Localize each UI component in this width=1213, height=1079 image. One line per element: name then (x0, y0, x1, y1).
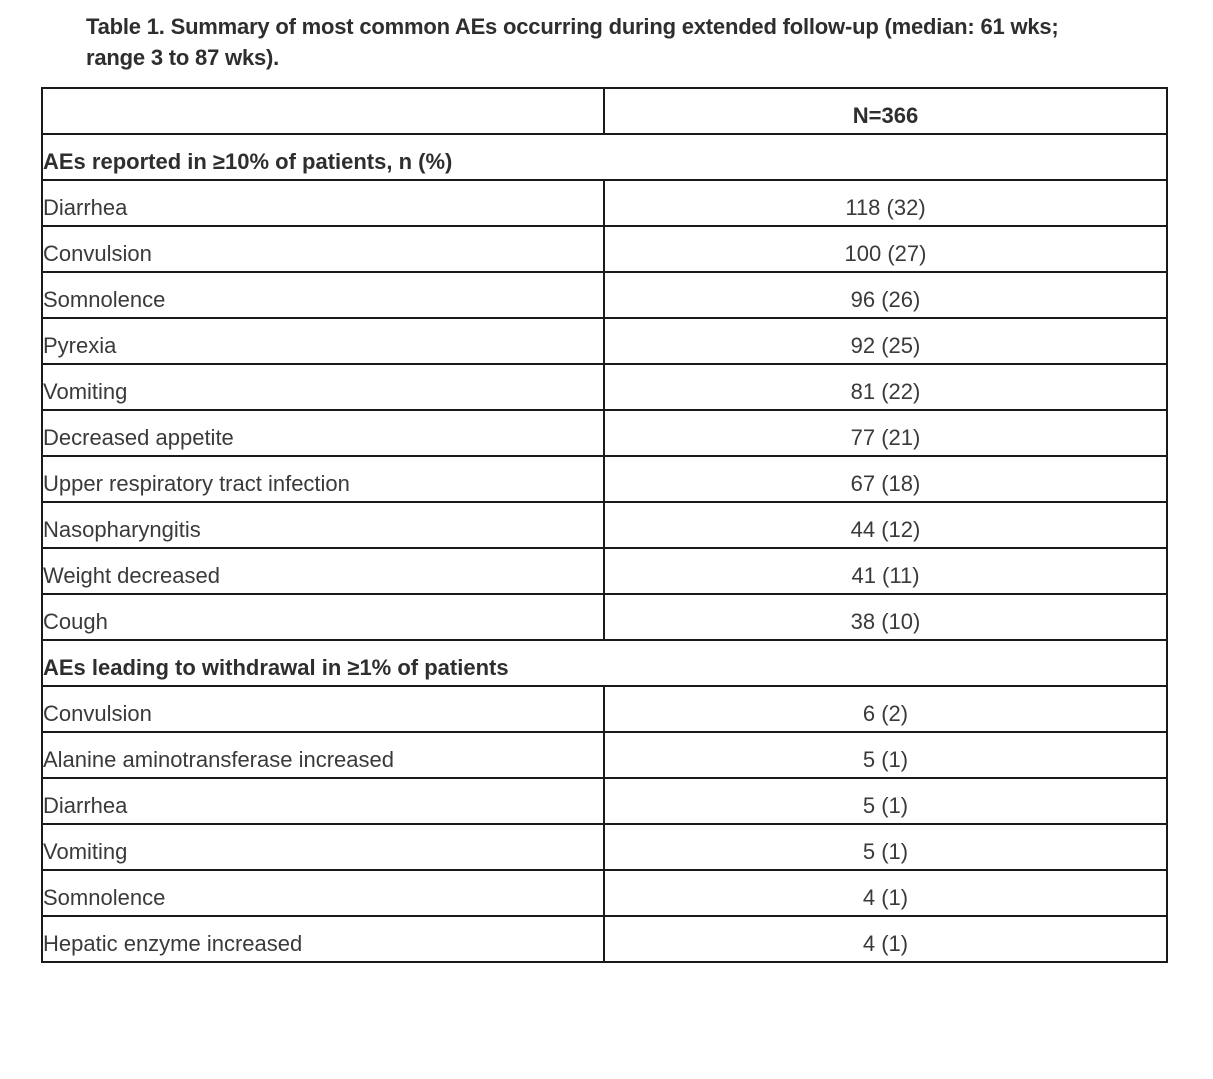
row-value: 44 (12) (604, 502, 1167, 548)
table-row (42, 364, 1167, 410)
row-value: 96 (26) (604, 272, 1167, 318)
row-label: Cough (42, 594, 604, 640)
row-value: 5 (1) (604, 732, 1167, 778)
row-value: 41 (11) (604, 548, 1167, 594)
row-label: Convulsion (42, 686, 604, 732)
row-label: Diarrhea (42, 180, 604, 226)
row-value: 92 (25) (604, 318, 1167, 364)
row-value: 6 (2) (604, 686, 1167, 732)
table-caption-line-2: range 3 to 87 wks). (86, 45, 280, 70)
table-row (42, 594, 1167, 640)
row-value: 4 (1) (604, 916, 1167, 962)
row-label: Hepatic enzyme increased (42, 916, 604, 962)
row-label: Vomiting (42, 364, 604, 410)
row-value: 100 (27) (604, 226, 1167, 272)
table-row (42, 686, 1167, 732)
section-title-withdrawal: AEs leading to withdrawal in ≥1% of patients (42, 640, 1167, 686)
table-row (42, 778, 1167, 824)
row-label: Somnolence (42, 870, 604, 916)
table-row (42, 870, 1167, 916)
table-row (42, 180, 1167, 226)
row-value: 77 (21) (604, 410, 1167, 456)
row-label: Somnolence (42, 272, 604, 318)
table-caption (86, 11, 1186, 73)
row-value: 4 (1) (604, 870, 1167, 916)
row-value: 5 (1) (604, 824, 1167, 870)
table-row (42, 272, 1167, 318)
table-row (42, 548, 1167, 594)
adverse-events-table (41, 87, 1168, 963)
row-label: Vomiting (42, 824, 604, 870)
row-label: Decreased appetite (42, 410, 604, 456)
row-label: Alanine aminotransferase increased (42, 732, 604, 778)
row-label: Weight decreased (42, 548, 604, 594)
row-value: 67 (18) (604, 456, 1167, 502)
table-row (42, 410, 1167, 456)
table-row (42, 456, 1167, 502)
header-cell-n: N=366 (604, 88, 1167, 134)
table-row (42, 732, 1167, 778)
table-row (42, 318, 1167, 364)
row-label: Diarrhea (42, 778, 604, 824)
table-caption-line-1: Table 1. Summary of most common AEs occurring during extended follow-up (median: 61 wks; (86, 14, 1059, 39)
table-row (42, 226, 1167, 272)
section-title-ae-10pct: AEs reported in ≥10% of patients, n (%) (42, 134, 1167, 180)
table-row (42, 502, 1167, 548)
section-header-row (42, 640, 1167, 686)
row-value: 38 (10) (604, 594, 1167, 640)
row-label: Convulsion (42, 226, 604, 272)
row-value: 81 (22) (604, 364, 1167, 410)
row-value: 118 (32) (604, 180, 1167, 226)
table-header-row (42, 88, 1167, 134)
section-header-row (42, 134, 1167, 180)
row-label: Pyrexia (42, 318, 604, 364)
row-label: Nasopharyngitis (42, 502, 604, 548)
table-row (42, 824, 1167, 870)
row-value: 5 (1) (604, 778, 1167, 824)
table-row (42, 916, 1167, 962)
row-label: Upper respiratory tract infection (42, 456, 604, 502)
header-cell-empty (42, 88, 604, 134)
